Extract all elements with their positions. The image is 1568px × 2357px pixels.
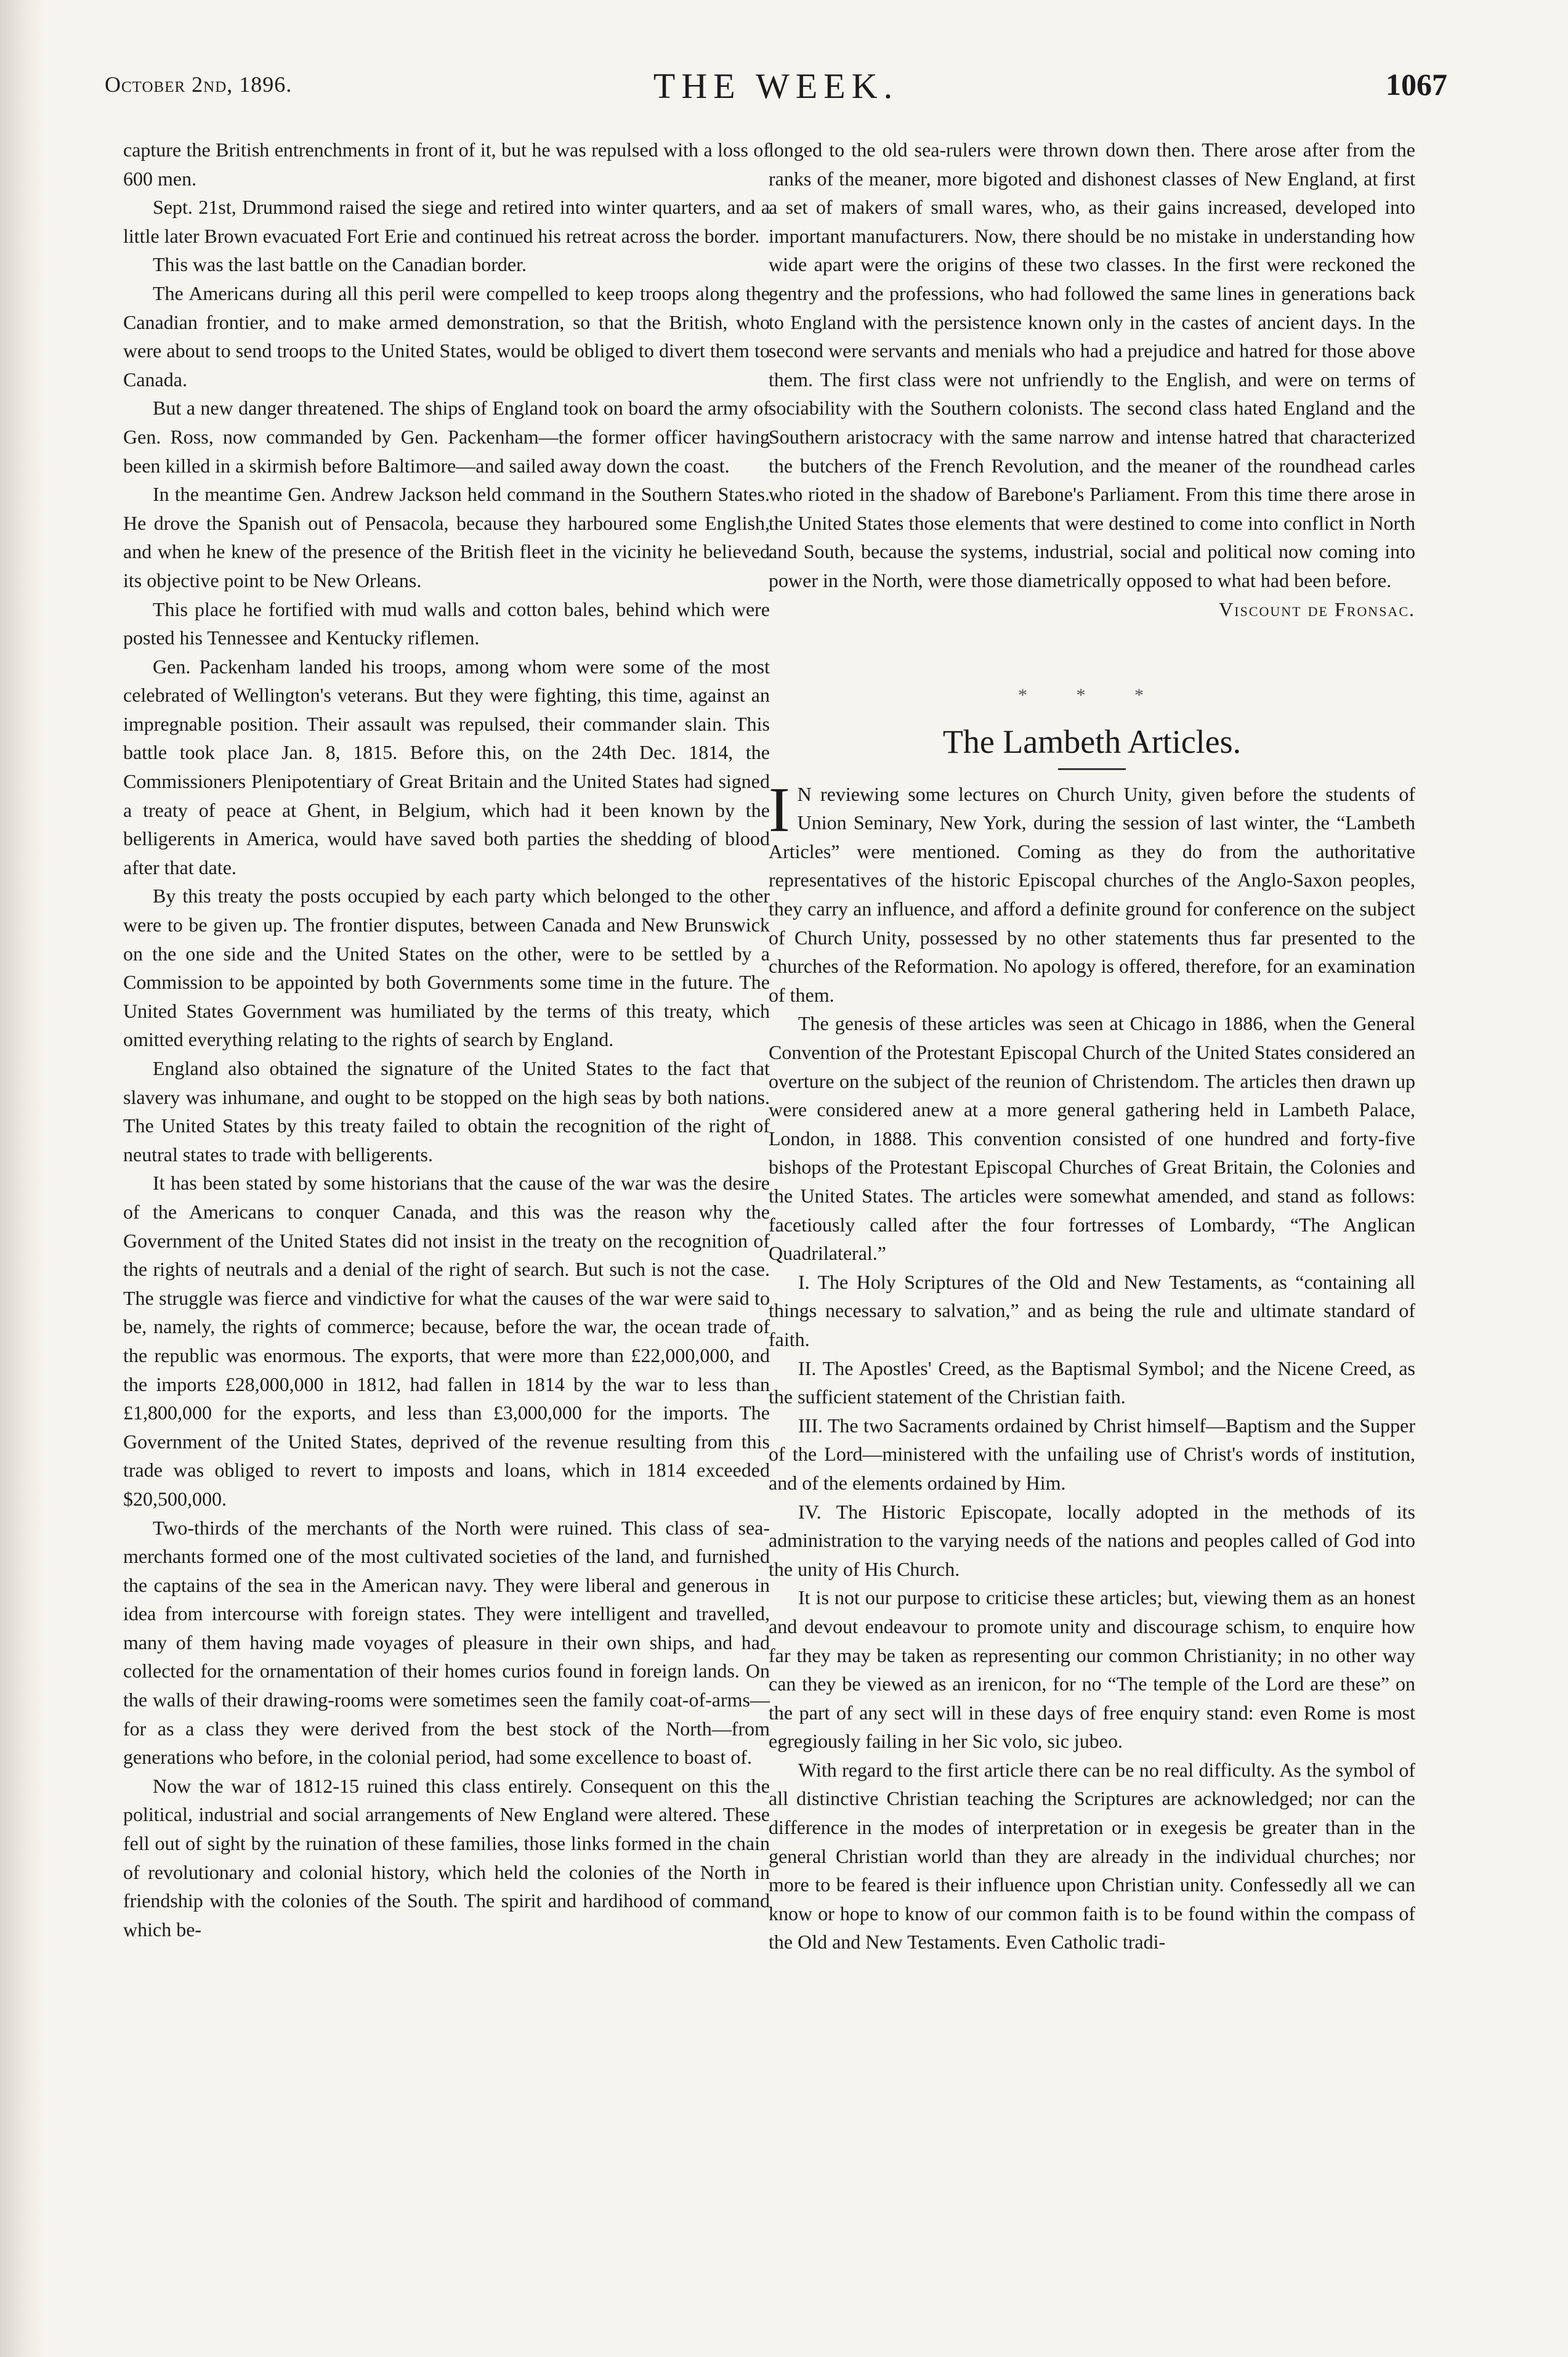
paragraph: The genesis of these articles was seen at Chicago in 1886, when the General Convention of the Protestant Episcopal Church of the United States considered an overture on the subject of the reunion of Christendom. The articles then drawn up were considered anew at a more general gathering held in Lambeth Palace, London, in 1888. This convention consisted of one hundred and forty-five bishops of the Protestant Episcopal Churches of Great Britain, the Colonies and the United States. The articles were somewhat amended, and stand as follows: facetiously called after the four fortresses of Lombardy, “The Anglican Quadrilateral.” <box>769 1012 1415 1265</box>
paragraph: By this treaty the posts occupied by each party which belonged to the other were to be given up. The frontier disputes, between Canada and New Brunswick on the one side and the United States on the other, were to be settled by a Commission to be appointed by both Governments some time in the future. The United States Government was humiliated by the terms of this treaty, which omitted everything relating to the rights of search by England. <box>123 885 770 1051</box>
paragraph: This place he fortified with mud walls and cotton bales, behind which were posted his Tennessee and Kentucky riflemen. <box>123 598 770 649</box>
intro-paragraph <box>769 774 1415 1010</box>
paragraph: Now the war of 1812-15 ruined this class entirely. Consequent on this the political, industrial and social arrangements of New England were altered. These fell out of sight by the ruination of these families, those links formed in the chain of revolutionary and colonial history, which held the colonies of the North in friendship with the colonies of the South. The spirit and hardihood of command which be- <box>123 1774 770 1941</box>
paragraph: capture the British entrenchments in front of it, but he was repulsed with a loss of 600 men. <box>123 139 770 190</box>
paragraph: But a new danger threatened. The ships of England took on board the army of Gen. Ross, now commanded by Gen. Packenham—the former officer having been killed in a skirmish before Baltimore—and sailed away down the coast. <box>123 397 770 477</box>
paragraph: The Americans during all this peril were compelled to keep troops along the Canadian frontier, and to make armed demonstration, so that the British, who were about to send troops to the United States, would be obliged to divert them to Canada. <box>123 282 770 391</box>
paragraph: England also obtained the signature of the United States to the fact that slavery was inhumane, and ought to be stopped on the high seas by both nations. The United States by this treaty failed to obtain the recognition of the right of neutral states to trade with belligerents. <box>123 1057 770 1166</box>
issue-date: October 2nd, 1896. <box>105 72 293 97</box>
paragraph: Two-thirds of the merchants of the North were ruined. This class of sea-merchants formed one of the most cultivated societies of the land, and furnished the captains of the sea in the American navy. They were liberal and generous in idea from intercourse with foreign states. They were intelligent and travelled, many of them having made voyages of pleasure in their own ships, and had collected for the ornamentation of their homes curios found in foreign lands. On the walls of their drawing-rooms were sometimes seen the family coat-of-arms—for as a class they were derived from the best stock of the North—from generations who before, in the colonial period, had some excellence to boast of. <box>123 1516 770 1769</box>
paragraph: Sept. 21st, Drummond raised the siege and retired into winter quarters, and a little later Brown evacuated Fort Erie and continued his retreat across the border. <box>123 196 770 247</box>
right-column <box>769 136 1415 1957</box>
article-item: III. The two Sacraments ordained by Christ himself—Baptism and the Supper of the Lord—ministered with the unfailing use of Christ's words of institution, and of the elements ordained by Him. <box>769 1414 1415 1494</box>
author-signature: Viscount de Fronsac. <box>1219 598 1415 620</box>
intro-text: N reviewing some lectures on Church Unity, given before the students of Union Seminary, New York, during the session of last winter, the “Lambeth Articles” were mentioned. Coming as they do from the authoritative representatives of the historic Episcopal churches of the Anglo-Saxon peoples, they carry an influence, and afford a definite ground for conference on the subject of Church Unity, possessed by no other statements thus far presented to the churches of the Reformation. No apology is offered, therefore, for an examination of them. <box>769 782 1415 1006</box>
page-binding-edge <box>0 0 43 2357</box>
paragraph: It is not our purpose to criticise these articles; but, viewing them as an honest and devout endeavour to promote unity and discourage schism, to enquire how far they may be taken as representing our common Christianity; in no other way can they be viewed as an irenicon, for no “The temple of the Lord are these” on the part of any sect will in these days of free enquiry stand: even Rome is most egregiously failing in her Sic volo, sic jubeo. <box>769 1586 1415 1753</box>
publication-title: THE WEEK. <box>653 66 899 106</box>
page-header <box>105 60 1447 116</box>
article-item: I. The Holy Scriptures of the Old and New Testaments, as “containing all things necessary to salvation,” and as being the rule and ultimate standard of faith. <box>769 1270 1415 1350</box>
title-rule <box>1058 768 1126 770</box>
paragraph: This was the last battle on the Canadian border. <box>153 253 527 276</box>
article-item: II. The Apostles' Creed, as the Baptismal Symbol; and the Nicene Creed, as the sufficient statement of the Christian faith. <box>769 1357 1415 1408</box>
paragraph: It has been stated by some historians that the cause of the war was the desire of the Americans to conquer Canada, and this was the reason why the Government of the United States did not insist in the treaty on the recognition of the rights of neutrals and a denial of the right of search. But such is not the case. The struggle was fierce and vindictive for what the causes of the war were said to be, namely, the rights of commerce; because, before the war, the ocean trade of the republic was enormous. The exports, that were more than £22,000,000, and the imports £28,000,000 in 1812, had fallen in 1814 by the war to less than £1,800,000 for the exports, and less than £3,000,000 for the imports. The Government of the United States, deprived of the revenue resulting from this trade was obliged to revert to imposts and loans, which in 1814 exceeded $20,500,000. <box>123 1172 770 1510</box>
section-separator: * * * <box>1018 685 1166 706</box>
left-column <box>123 136 770 1944</box>
page-number: 1067 <box>1386 67 1447 102</box>
paragraph: Gen. Packenham landed his troops, among whom were some of the most celebrated of Wellington's veterans. But they were fighting, this time, against an impregnable position. Their assault was repulsed, their commander slain. This battle took place Jan. 8, 1815. Before this, on the 24th Dec. 1814, the Commissioners Plenipotentiary of Great Britain and the United States had signed a treaty of peace at Ghent, in Belgium, which had it been known by the belligerents in America, would have saved both parties the shedding of blood after that date. <box>123 655 770 878</box>
drop-cap: I <box>769 774 790 845</box>
paragraph: In the meantime Gen. Andrew Jackson held command in the Southern States. He drove the Spanish out of Pensacola, because they harboured some English, and when he knew of the presence of the British fleet in the vicinity he believed its objective point to be New Orleans. <box>123 483 770 591</box>
article-body <box>769 774 1415 1957</box>
article-title: The Lambeth Articles. <box>942 723 1242 760</box>
article-item: IV. The Historic Episcopate, locally adopted in the methods of its administration to the varying needs of the nations and peoples called of God into the unity of His Church. <box>769 1500 1415 1580</box>
paragraph: With regard to the first article there can be no real difficulty. As the symbol of all distinctive Christian teaching the Scriptures are acknowledged; nor can the difference in the modes of interpretation or in exegesis be greater than in the general Christian world than they are already in the individual churches; nor more to be feared is their influence upon Christian unity. Confessedly all we can know or hope to know of our common faith is to be found within the compass of the Old and New Testaments. Even Catholic tradi- <box>769 1758 1415 1953</box>
continued-paragraph: longed to the old sea-rulers were thrown down then. There arose after from the ranks of the meaner, more bigoted and dishonest classes of New England, at first a set of makers of small wares, who, as their gains increased, developed into important manufacturers. Now, there should be no mistake in understanding how wide apart were the origins of these two classes. In the first were reckoned the gentry and the professions, who had followed the same lines in generations back to England with the persistence known only in the castes of ancient days. In the second were servants and menials who had a prejudice and hatred for those above them. The first class were not unfriendly to the English, and were on terms of sociability with the Southern colonists. The second class hated England and the Southern aristocracy with the same narrow and intense hatred that characterized the butchers of the French Revolution, and the meaner of the roundhead carles who rioted in the shadow of Barebone's Parliament. From this time there arose in the United States those elements that were destined to come into conflict in North and South, because the systems, industrial, social and political now coming into power in the North, were those diametrically opposed to what had been before. <box>769 139 1415 591</box>
